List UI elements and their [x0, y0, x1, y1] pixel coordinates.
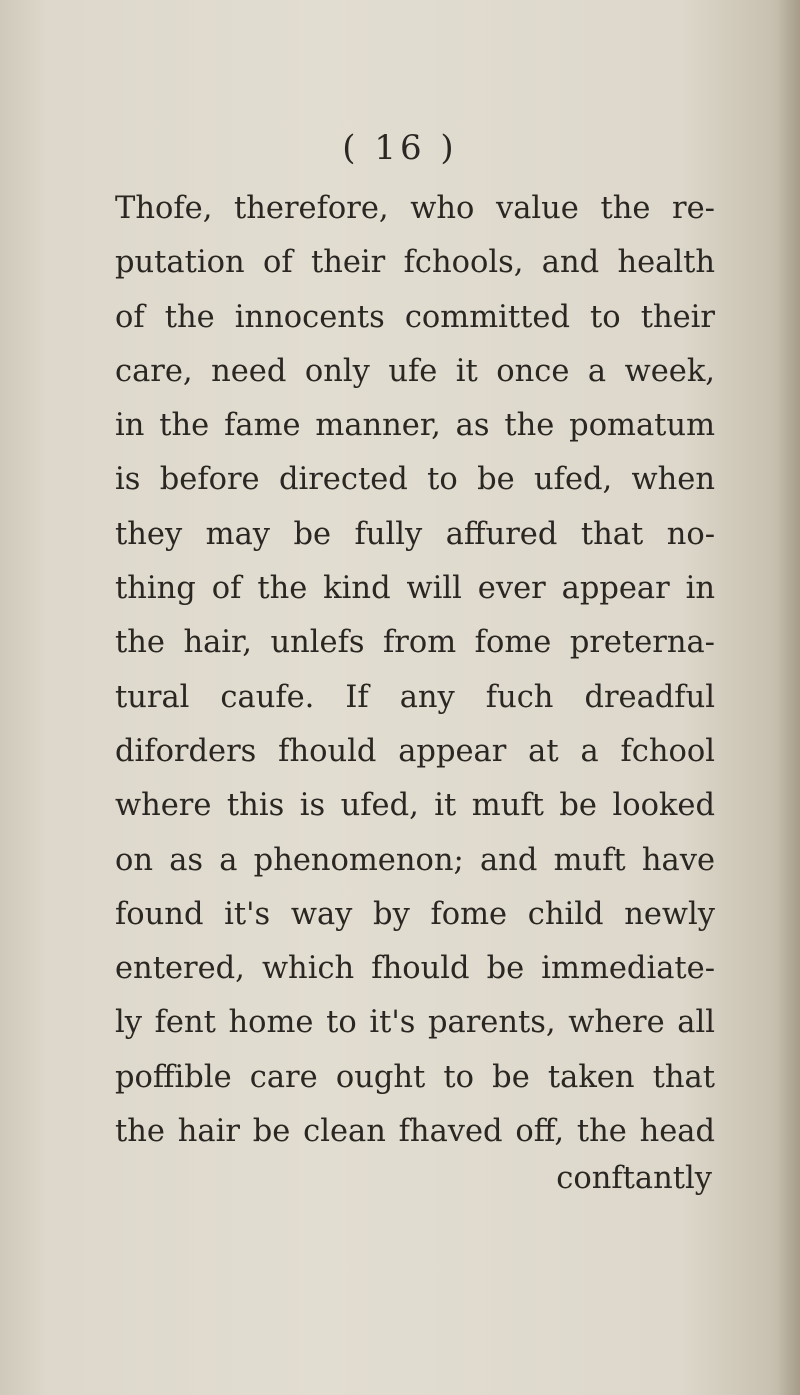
- text-line: tural caufe. If any fuch dreadful: [115, 679, 715, 715]
- text-line: the hair be clean fhaved off, the head: [115, 1114, 715, 1150]
- text-line: found it's way by fome child newly: [115, 896, 715, 932]
- text-line: poffible care ought to be taken that: [115, 1059, 715, 1095]
- text-line: on as a phenomenon; and muft have: [115, 842, 715, 878]
- body-text: [115, 182, 715, 1159]
- catchword: conftantly: [556, 1161, 712, 1196]
- text-line: they may be fully affured that no-: [115, 516, 715, 552]
- page-edge-shadow: [778, 0, 800, 1395]
- text-line: where this is ufed, it muft be looked: [115, 788, 715, 824]
- text-line: the hair, unlefs from fome preterna-: [115, 625, 715, 661]
- text-line: is before directed to be ufed, when: [115, 462, 715, 498]
- text-line: entered, which fhould be immediate-: [115, 951, 715, 987]
- text-line: Thofe, therefore, who value the re-: [115, 191, 715, 226]
- text-line: in the fame manner, as the pomatum: [115, 408, 715, 444]
- text-line: ly fent home to it's parents, where all: [115, 1005, 715, 1041]
- text-line: care, need only ufe it once a week,: [115, 353, 715, 389]
- text-line: diforders fhould appear at a fchool: [115, 733, 715, 769]
- text-line: putation of their fchools, and health: [115, 245, 715, 281]
- page-number-header: ( 16 ): [342, 128, 458, 168]
- text-line: thing of the kind will ever appear in: [115, 571, 715, 607]
- text-line: of the innocents committed to their: [115, 299, 715, 335]
